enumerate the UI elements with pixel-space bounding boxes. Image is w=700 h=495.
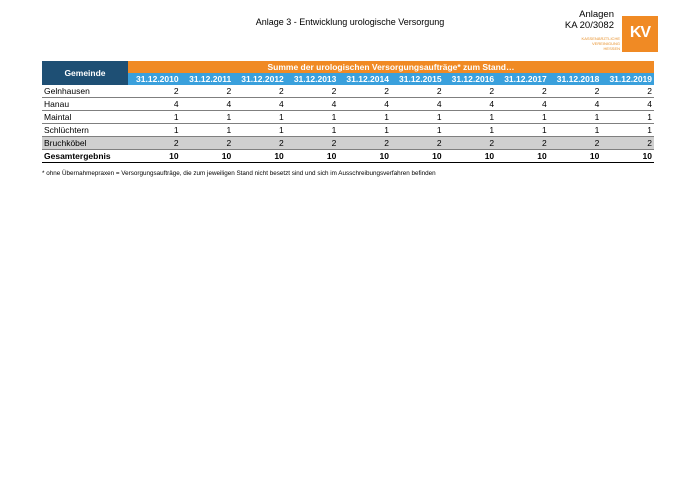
logo-mark-box — [622, 16, 658, 52]
table-cell: 4 — [128, 98, 181, 111]
total-cell: 10 — [496, 150, 549, 163]
table-row — [42, 124, 654, 137]
table-cell: 2 — [496, 137, 549, 150]
table-cell: 1 — [444, 124, 497, 137]
logo-text: KASSENÄRZTLICHE VEREINIGUNG HESSEN — [581, 36, 620, 51]
table-cell: 1 — [181, 124, 234, 137]
table-cell: 1 — [338, 111, 391, 124]
table-cell: 2 — [128, 137, 181, 150]
row-gemeinde: Maintal — [42, 111, 128, 124]
table-cell: 1 — [496, 111, 549, 124]
header-gemeinde: Gemeinde — [42, 61, 128, 85]
table-cell: 4 — [391, 98, 444, 111]
total-cell: 10 — [601, 150, 654, 163]
table-row — [42, 98, 654, 111]
table-cell: 2 — [128, 85, 181, 98]
page-title: Anlage 3 - Entwicklung urologische Versorgung — [255, 17, 445, 27]
date-header: 31.12.2015 — [391, 73, 444, 85]
date-header: 31.12.2017 — [496, 73, 549, 85]
table-cell: 1 — [391, 124, 444, 137]
date-header: 31.12.2014 — [338, 73, 391, 85]
row-gemeinde: Gelnhausen — [42, 85, 128, 98]
total-cell: 10 — [391, 150, 444, 163]
date-header: 31.12.2012 — [233, 73, 286, 85]
total-cell: 10 — [444, 150, 497, 163]
total-cell: 10 — [338, 150, 391, 163]
table-cell: 4 — [444, 98, 497, 111]
row-gemeinde: Schlüchtern — [42, 124, 128, 137]
table-cell: 2 — [601, 137, 654, 150]
document-number: KA 20/3082 — [564, 20, 614, 31]
table-cell: 4 — [338, 98, 391, 111]
table-cell: 2 — [444, 85, 497, 98]
table-cell: 4 — [233, 98, 286, 111]
table-cell: 4 — [286, 98, 339, 111]
table-body — [42, 85, 654, 163]
footnote: * ohne Übernahmepraxen = Versorgungsaufträge, die zum jeweiligen Stand nicht besetzt sind und sich im Ausschreibungsverfahren befinden — [42, 170, 436, 177]
annex-label: Anlagen — [579, 9, 614, 20]
total-cell: 10 — [128, 150, 181, 163]
total-row — [42, 150, 654, 163]
table-cell: 2 — [601, 85, 654, 98]
table-cell: 1 — [128, 111, 181, 124]
table-cell: 1 — [549, 124, 602, 137]
date-header: 31.12.2013 — [286, 73, 339, 85]
table-cell: 4 — [181, 98, 234, 111]
table-cell: 2 — [549, 137, 602, 150]
table-cell: 2 — [286, 85, 339, 98]
header-summe: Summe der urologischen Versorgungsaufträge* zum Stand… — [128, 61, 654, 73]
date-header: 31.12.2018 — [549, 73, 602, 85]
table-cell: 2 — [391, 137, 444, 150]
table-cell: 2 — [444, 137, 497, 150]
total-cell: 10 — [233, 150, 286, 163]
table-cell: 2 — [233, 85, 286, 98]
logo-mark: KV — [629, 24, 651, 41]
table-cell: 1 — [233, 124, 286, 137]
table-cell: 1 — [338, 124, 391, 137]
table-cell: 1 — [128, 124, 181, 137]
table-cell: 4 — [601, 98, 654, 111]
date-header-row — [42, 73, 654, 85]
table-cell: 4 — [496, 98, 549, 111]
table-row — [42, 137, 654, 150]
table-cell: 1 — [233, 111, 286, 124]
table-cell: 1 — [286, 124, 339, 137]
table-cell: 2 — [496, 85, 549, 98]
table-cell: 2 — [181, 137, 234, 150]
table-cell: 2 — [181, 85, 234, 98]
table-cell: 1 — [286, 111, 339, 124]
total-cell: 10 — [549, 150, 602, 163]
row-gemeinde: Hanau — [42, 98, 128, 111]
total-cell: 10 — [181, 150, 234, 163]
date-header: 31.12.2019 — [601, 73, 654, 85]
table-cell: 2 — [286, 137, 339, 150]
table-cell: 2 — [391, 85, 444, 98]
table-row — [42, 111, 654, 124]
date-header: 31.12.2010 — [128, 73, 181, 85]
supply-table — [42, 61, 654, 163]
table-cell: 1 — [549, 111, 602, 124]
table-cell: 1 — [496, 124, 549, 137]
table-cell: 1 — [181, 111, 234, 124]
table-cell: 4 — [549, 98, 602, 111]
date-header: 31.12.2016 — [444, 73, 497, 85]
table-cell: 2 — [338, 85, 391, 98]
table-cell: 1 — [444, 111, 497, 124]
total-label: Gesamtergebnis — [42, 150, 128, 163]
table-cell: 2 — [338, 137, 391, 150]
row-gemeinde: Bruchköbel — [42, 137, 128, 150]
table-cell: 2 — [233, 137, 286, 150]
date-header: 31.12.2011 — [181, 73, 234, 85]
kv-hessen-logo — [566, 16, 658, 58]
table-cell: 1 — [601, 111, 654, 124]
table-cell: 2 — [549, 85, 602, 98]
table-cell: 1 — [601, 124, 654, 137]
total-cell: 10 — [286, 150, 339, 163]
table-row — [42, 85, 654, 98]
table-cell: 1 — [391, 111, 444, 124]
